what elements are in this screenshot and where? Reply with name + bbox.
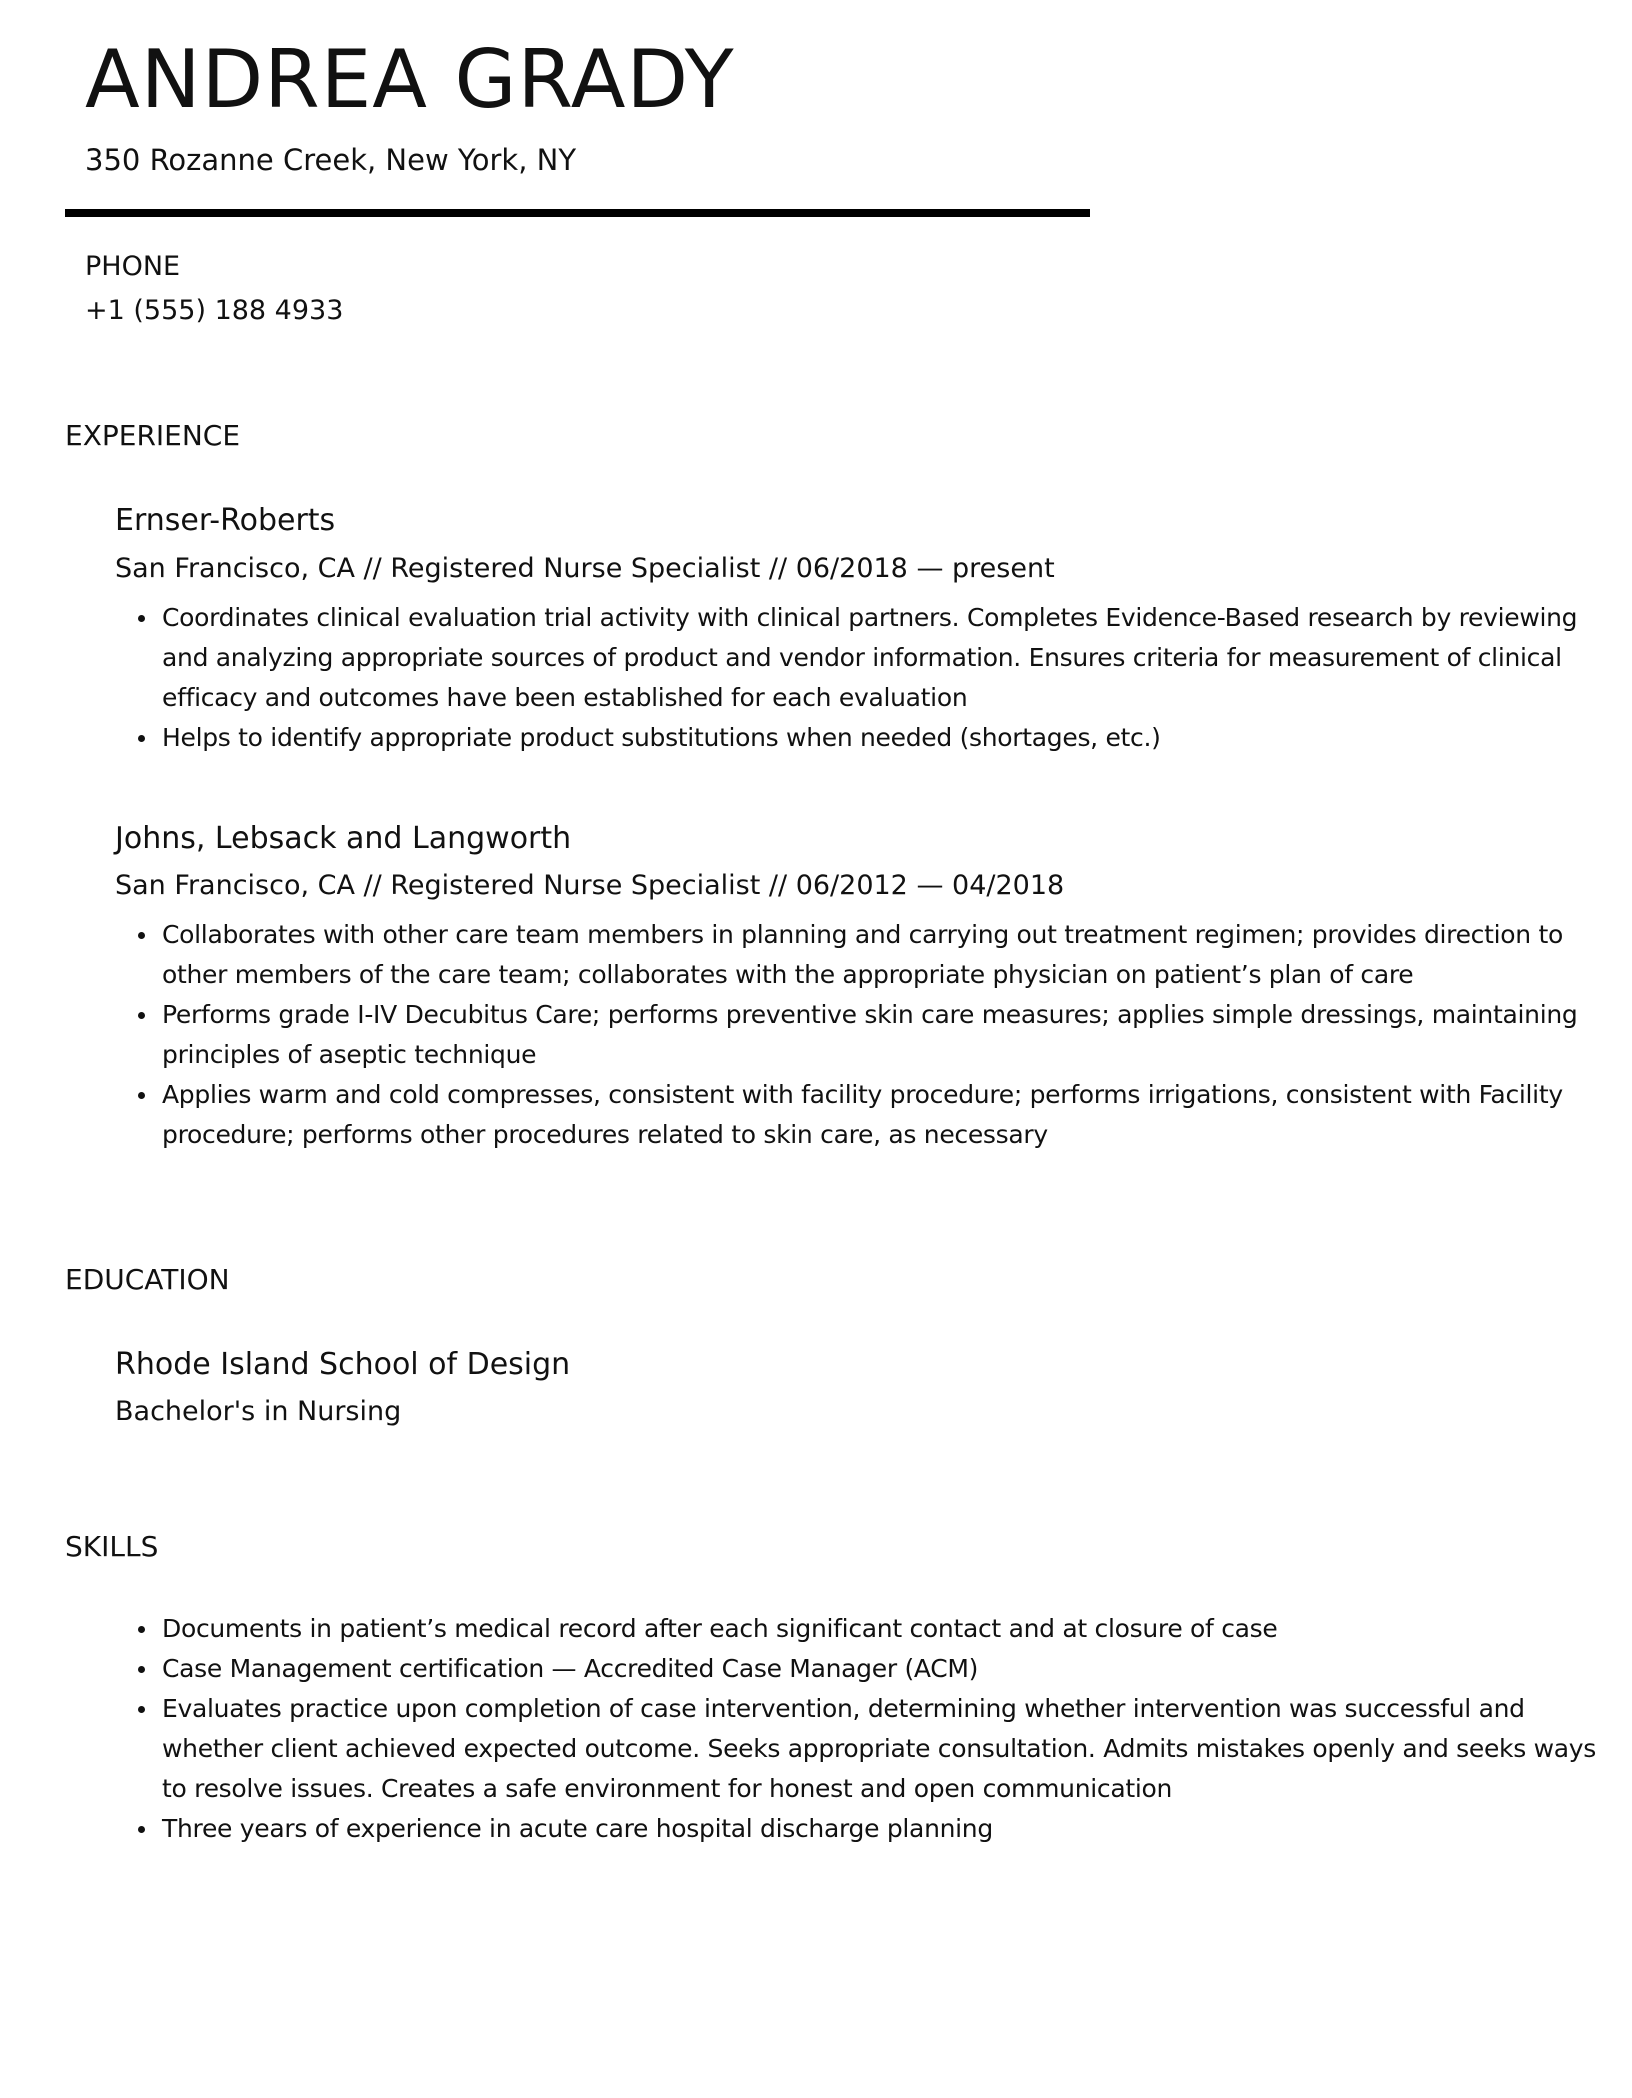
experience-heading: EXPERIENCE [65, 419, 241, 452]
job-bullet-list [115, 915, 1622, 1155]
skill-item: Case Management certification — Accredited Case Manager (ACM) [162, 1649, 1622, 1689]
skill-item: Evaluates practice upon completion of case intervention, determining whether intervention was successful and whether client achieved expected outcome. Seeks appropriate consultation. Admits mistakes openly and seeks ways to resolve issues. Creates a safe environment for honest and open communication [162, 1689, 1622, 1809]
education-degree: Bachelor's in Nursing [115, 1396, 402, 1427]
skills-list [115, 1609, 1622, 1849]
candidate-address: 350 Rozanne Creek, New York, NY [85, 143, 577, 177]
phone-value: +1 (555) 188 4933 [85, 295, 344, 326]
phone-label: PHONE [85, 251, 181, 282]
job-details: San Francisco, CA // Registered Nurse Specialist // 06/2018 — present [115, 553, 1055, 584]
job-bullet: Applies warm and cold compresses, consistent with facility procedure; performs irrigations, consistent with Facility procedure; performs other procedures related to skin care, as necessary [162, 1075, 1622, 1155]
job-bullet: Collaborates with other care team members in planning and carrying out treatment regimen; provides direction to other members of the care team; collaborates with the appropriate physician on patient’s plan of care [162, 915, 1622, 995]
skills-heading: SKILLS [65, 1530, 159, 1563]
candidate-name: ANDREA GRADY [85, 33, 735, 126]
job-bullet: Performs grade I-IV Decubitus Care; performs preventive skin care measures; applies simple dressings, maintaining principles of aseptic technique [162, 995, 1622, 1075]
skill-item: Documents in patient’s medical record after each significant contact and at closure of case [162, 1609, 1622, 1649]
job-bullet: Helps to identify appropriate product substitutions when needed (shortages, etc.) [162, 718, 1622, 758]
job-details: San Francisco, CA // Registered Nurse Specialist // 06/2012 — 04/2018 [115, 870, 1065, 901]
education-heading: EDUCATION [65, 1263, 230, 1296]
header-divider [65, 209, 1090, 217]
job-company: Ernser-Roberts [115, 503, 336, 538]
skill-item: Three years of experience in acute care hospital discharge planning [162, 1809, 1622, 1849]
education-school: Rhode Island School of Design [115, 1347, 571, 1382]
job-company: Johns, Lebsack and Langworth [115, 821, 572, 856]
job-bullet: Coordinates clinical evaluation trial activity with clinical partners. Completes Evidence-Based research by reviewing and analyzing appropriate sources of product and vendor information. Ensures criteria for measurement of clinical efficacy and outcomes have been established for each evaluation [162, 598, 1622, 718]
job-bullet-list [115, 598, 1622, 758]
